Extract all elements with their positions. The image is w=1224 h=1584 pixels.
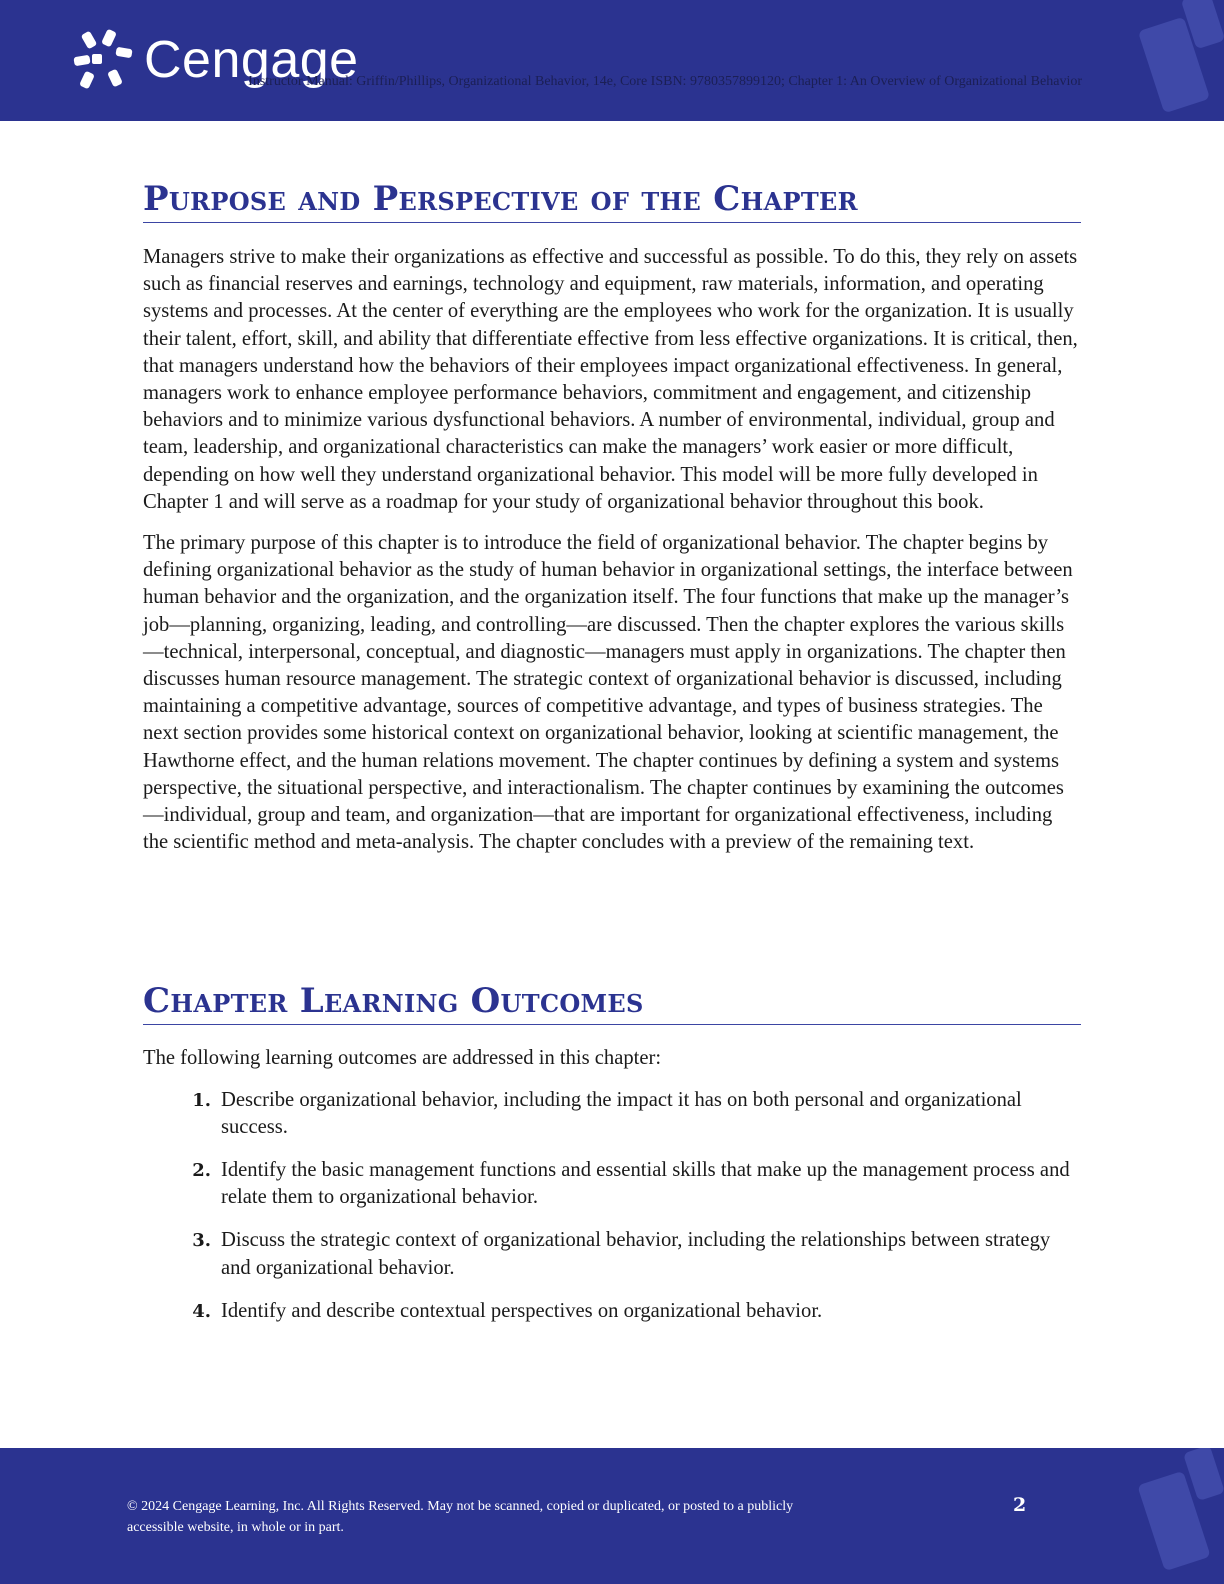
list-item-number: 3.: [192, 1230, 211, 1252]
section-heading: Purpose and Perspective of the Chapter: [143, 178, 1081, 223]
section-purpose: [143, 178, 1081, 856]
list-item: [143, 1298, 1081, 1325]
body-paragraph: Managers strive to make their organizations as effective and successful as possible. To do this, they rely on assets such as financial reserves and earnings, technology and equipment, raw materials, information, and operating systems and processes. At the center of everything are the employees who work for the organization. It is usually their talent, effort, skill, and ability that differentiate effective from less effective organizations. It is critical, then, that managers understand how the behaviors of their employees impact organizational effectiveness. In general, managers work to enhance employee performance behaviors, commitment and engagement, and citizenship behaviors and to minimize various dysfunctional behaviors. A number of environmental, individual, group and team, leadership, and organizational characteristics can make the managers’ work easier or more difficult, depending on how well they understand organizational behavior. This model will be more fully developed in Chapter 1 and will serve as a roadmap for your study of organizational behavior throughout this book.: [143, 246, 1078, 513]
list-item: [143, 1227, 1081, 1281]
list-item: [143, 1157, 1081, 1211]
logo-icon: [74, 30, 132, 90]
page-header: [0, 0, 1224, 121]
list-item: [143, 1087, 1081, 1141]
list-item-text: Discuss the strategic context of organizational behavior, including the relationships between strategy and organizational behavior.: [221, 1229, 1051, 1279]
section-learning-outcomes: [143, 980, 1081, 1325]
list-item-text: Describe organizational behavior, including the impact it has on both personal and organizational success.: [221, 1088, 1022, 1138]
list-item-number: 2.: [192, 1160, 211, 1182]
page-footer: [0, 1448, 1224, 1584]
list-item-number: 4.: [192, 1300, 211, 1322]
copyright-notice: © 2024 Cengage Learning, Inc. All Rights Reserved. May not be scanned, copied or duplicated, or posted to a publicly accessible website, in whole or in part.: [127, 1499, 794, 1535]
header-caption: Instructor Manual: Griffin/Phillips, Organizational Behavior, 14e, Core ISBN: 9780357899120; Chapter 1: An Overview of Organizational Behavior: [248, 74, 1082, 89]
list-item-text: Identify the basic management functions and essential skills that make up the management process and relate them to organizational behavior.: [221, 1159, 1070, 1209]
page-number: 2: [1013, 1494, 1027, 1516]
section-heading: Chapter Learning Outcomes: [143, 980, 1081, 1025]
learning-outcomes-list: [143, 1087, 1081, 1325]
body-paragraph: The primary purpose of this chapter is to introduce the field of organizational behavior. The chapter begins by defining organizational behavior as the study of human behavior in organizational settings, the interface between human behavior and the organization, and the organization itself. The four functions that make up the manager’s job—planning, organizing, leading, and controlling—are discussed. Then the chapter explores the various skills—technical, interpersonal, conceptual, and diagnostic—managers must apply in organizations. The chapter then discusses human resource management. The strategic context of organizational behavior is discussed, including maintaining a competitive advantage, sources of competitive advantage, and types of business strategies. The next section provides some historical context on organizational behavior, looking at scientific management, the Hawthorne effect, and the human relations movement. The chapter continues by defining a system and systems perspective, the situational perspective, and interactionalism. The chapter continues by examining the outcomes—individual, group and team, and organization—that are important for organizational effectiveness, including the scientific method and meta-analysis. The chapter concludes with a preview of the remaining text.: [143, 532, 1073, 854]
brand-name: Cengage: [144, 31, 359, 89]
list-item-number: 1.: [192, 1089, 211, 1111]
main-content: [143, 178, 1081, 1341]
outcomes-intro: The following learning outcomes are addressed in this chapter:: [143, 1047, 662, 1070]
list-item-text: Identify and describe contextual perspectives on organizational behavior.: [221, 1299, 823, 1322]
